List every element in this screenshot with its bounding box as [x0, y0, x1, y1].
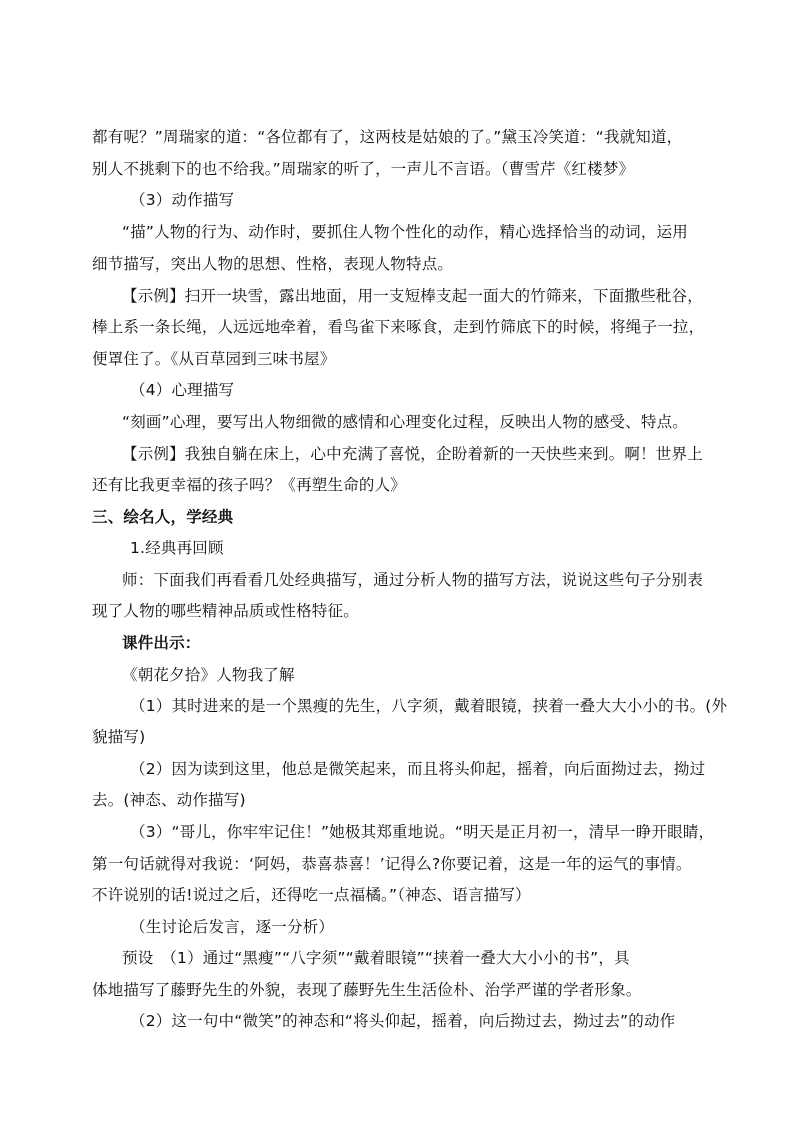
text-line: 《朝花夕拾》人物我了解 [122, 666, 295, 684]
example-line: 【示例】扫开一块雪，露出地面，用一支短棒支起一面大的竹筛来，下面撒些秕谷， [122, 287, 703, 305]
text-line: 体地描写了藤野先生的外貌，表现了藤野先生生活俭朴、治学严谨的学者形象。 [92, 981, 642, 999]
text-line: （生讨论后发言，逐一分析） [130, 918, 335, 936]
text-line: 师：下面我们再看看几处经典描写，通过分析人物的描写方法，说说这些句子分别表 [122, 571, 703, 589]
text-line: 细节描写，突出人物的思想、性格，表现人物特点。 [92, 255, 454, 273]
text-line: 现了人物的哪些精神品质或性格特征。 [92, 602, 359, 620]
text-line: 别人不挑剩下的也不给我。”周瑞家的听了，一声儿不言语。（曹雪芹《红楼梦》 [92, 160, 635, 178]
subheading-psychology-description: （4）心理描写 [130, 381, 235, 399]
example-line: 【示例】我独自躺在床上，心中充满了喜悦，企盼着新的一天快些来到。啊！世界上 [122, 445, 703, 463]
text-line: 预设 （1）通过“黑瘦”“八字须”“戴着眼镜”“挟着一叠大大小小的书”，具 [122, 949, 630, 967]
text-line: 便罩住了。《从百草园到三味书屋》 [92, 350, 336, 368]
section-heading: 三、绘名人，学经典 [92, 508, 234, 526]
text-line: 不许说别的话!说过之后，还得吃一点福橘。”（神态、语言描写） [92, 886, 531, 904]
text-line: （2）这一句中“微笑”的神态和“将头仰起，摇着，向后拗过去，拗过去”的动作 [130, 1012, 676, 1030]
text-line: 貌描写) [92, 728, 146, 746]
subheading-action-description: （3）动作描写 [130, 191, 235, 209]
text-line: （2）因为读到这里，他总是微笑起来，而且将头仰起，摇着，向后面拗过去，拗过 [130, 760, 706, 778]
text-line: （3）“哥儿，你牢牢记住！”她极其郑重地说。“明天是正月初一，清早一睁开眼睛， [130, 823, 715, 841]
text-line: 还有比我更幸福的孩子吗？《再塑生命的人》 [92, 476, 407, 494]
text-line: 第一句话就得对我说：‘阿妈，恭喜恭喜！’记得么?你要记着，这是一年的运气的事情。 [92, 855, 692, 873]
text-line: “描”人物的行为、动作时，要抓住人物个性化的动作，精心选择恰当的动词，运用 [122, 223, 688, 241]
courseware-label: 课件出示： [122, 634, 201, 652]
text-line: 都有呢？”周瑞家的道：“各位都有了，这两枝是姑娘的了。”黛玉冷笑道：“我就知道， [92, 128, 683, 146]
subsection-heading: 1.经典再回顾 [130, 539, 224, 557]
text-line: 去。(神态、动作描写) [92, 791, 246, 809]
text-line: （1）其时进来的是一个黑瘦的先生，八字须，戴着眼镜，挟着一叠大大小小的书。(外 [130, 697, 728, 715]
text-line: “刻画”心理，要写出人物细微的感情和心理变化过程，反映出人物的感受、特点。 [122, 413, 688, 431]
text-line: 棒上系一条长绳，人远远地牵着，看鸟雀下来啄食，走到竹筛底下的时候，将绳子一拉， [92, 318, 705, 336]
